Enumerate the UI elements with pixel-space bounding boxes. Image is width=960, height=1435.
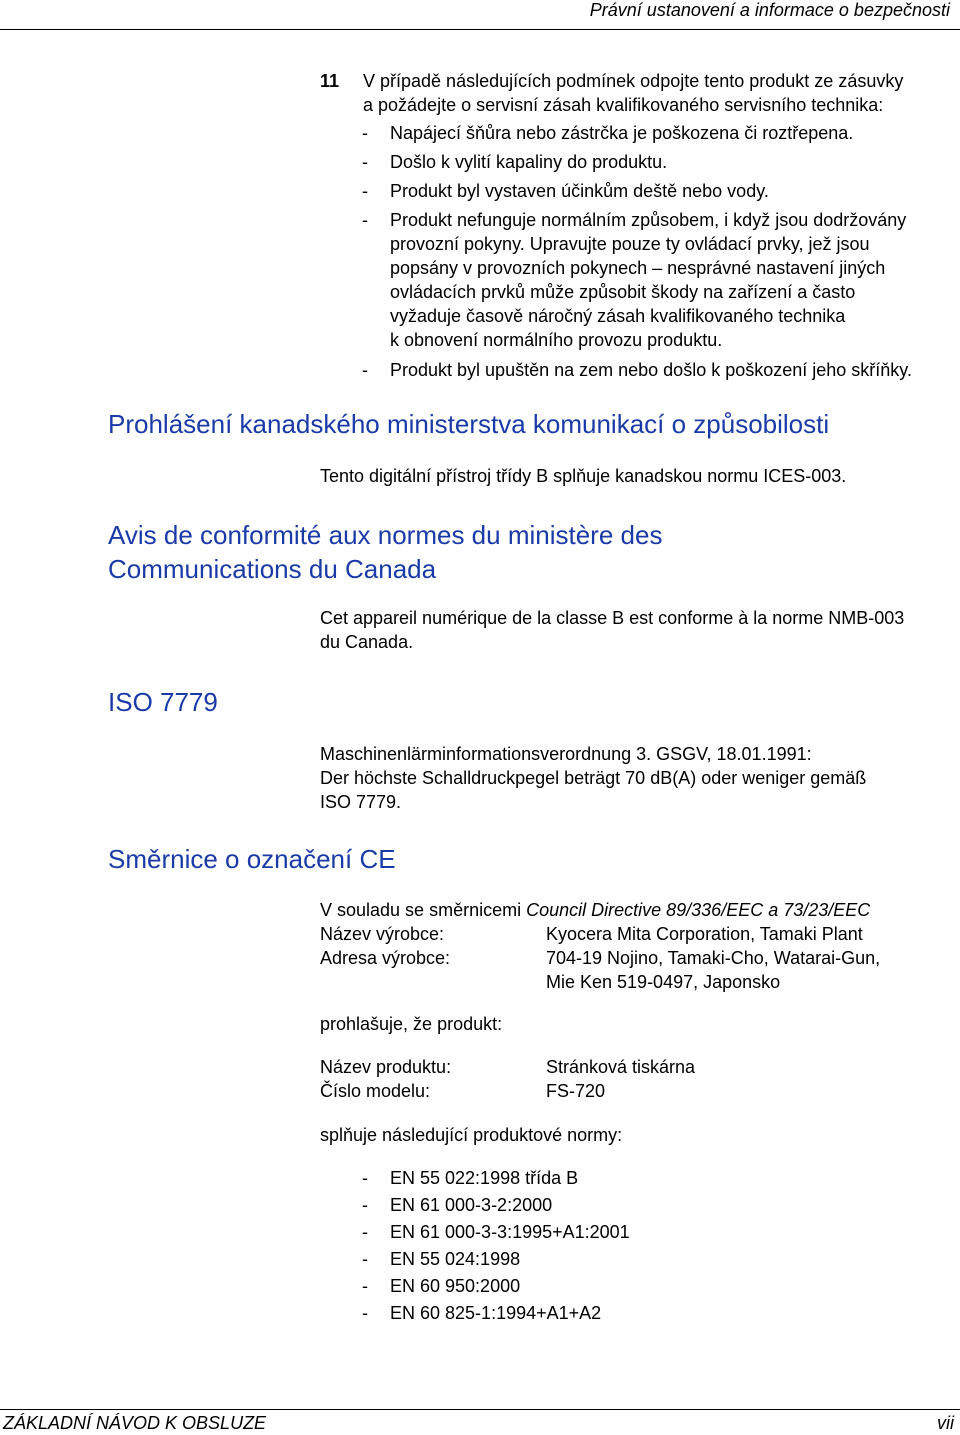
list-item: - EN 61 000-3-2:2000 bbox=[362, 1195, 553, 1215]
header-rule bbox=[0, 29, 960, 30]
section-heading-canada-fr: Avis de conformité aux normes du ministère des Communications du Canada bbox=[108, 520, 663, 584]
complies-text: splňuje následující produktové normy: bbox=[320, 1125, 623, 1145]
canada-fr-text: Cet appareil numérique de la classe B est conforme à la norme NMB-003 du Canada. bbox=[320, 608, 905, 652]
ce-directive: V souladu se směrnicemi Council Directive 89/336/EEC a 73/23/EEC bbox=[320, 900, 871, 920]
footer-title: ZÁKLADNÍ NÁVOD K OBSLUZE bbox=[3, 1413, 267, 1433]
section-heading-canada-cz: Prohlášení kanadského ministerstva komunikací o způsobilosti bbox=[108, 409, 830, 439]
list-item: - EN 61 000-3-3:1995+A1:2001 bbox=[362, 1222, 630, 1242]
list-item: - Produkt byl upuštěn na zem nebo došlo k poškození jeho skříňky. bbox=[362, 360, 912, 380]
item-intro bbox=[363, 69, 903, 117]
iso-text: Maschinenlärminformationsverordnung 3. GSGV, 18.01.1991: Der höchste Schalldruckpegel beträgt 70 dB(A) oder weniger gemäß ISO 7779. bbox=[320, 744, 867, 812]
list-item: - Produkt byl vystaven účinkům deště nebo vody. bbox=[362, 181, 769, 201]
item-intro-line: a požádejte o servisní zásah kvalifikovaného servisního technika: bbox=[363, 95, 884, 115]
section-heading-ce: Směrnice o označení CE bbox=[108, 844, 396, 874]
list-item: - EN 60 950:2000 bbox=[362, 1276, 521, 1296]
footer-rule bbox=[0, 1409, 960, 1410]
running-header: Právní ustanovení a informace o bezpečnosti bbox=[589, 0, 950, 20]
list-item: - EN 55 024:1998 bbox=[362, 1249, 521, 1269]
declares-text: prohlašuje, že produkt: bbox=[320, 1014, 503, 1034]
page-number: vii bbox=[937, 1413, 954, 1433]
standards-list bbox=[362, 1166, 630, 1325]
item-number: 11 bbox=[320, 71, 340, 91]
list-item: - Produkt nefunguje normálním způsobem, i když jsou dodržovány provozní pokyny. Upravujte pouze ty ovládací prvky, jež jsou popsány v provozních pokynech – nesprávné nastavení jiných ovládacích prvků může způsobit škody na zařízení a často vyžaduje časově náročný zásah kvalifikovaného technika k obnovení normálního provozu produktu. bbox=[362, 210, 907, 350]
conditions-list bbox=[362, 121, 912, 382]
canada-cz-text: Tento digitální přístroj třídy B splňuje kanadskou normu ICES-003. bbox=[320, 466, 847, 486]
item-intro-line: V případě následujících podmínek odpojte tento produkt ze zásuvky bbox=[363, 71, 904, 91]
list-item: - Došlo k vylití kapaliny do produktu. bbox=[362, 152, 668, 172]
list-item: - Napájecí šňůra nebo zástrčka je poškozena či roztřepena. bbox=[362, 123, 854, 143]
section-heading-iso: ISO 7779 bbox=[108, 687, 218, 717]
list-item: - EN 60 825-1:1994+A1+A2 bbox=[362, 1303, 602, 1323]
list-item: - EN 55 022:1998 třída B bbox=[362, 1168, 579, 1188]
